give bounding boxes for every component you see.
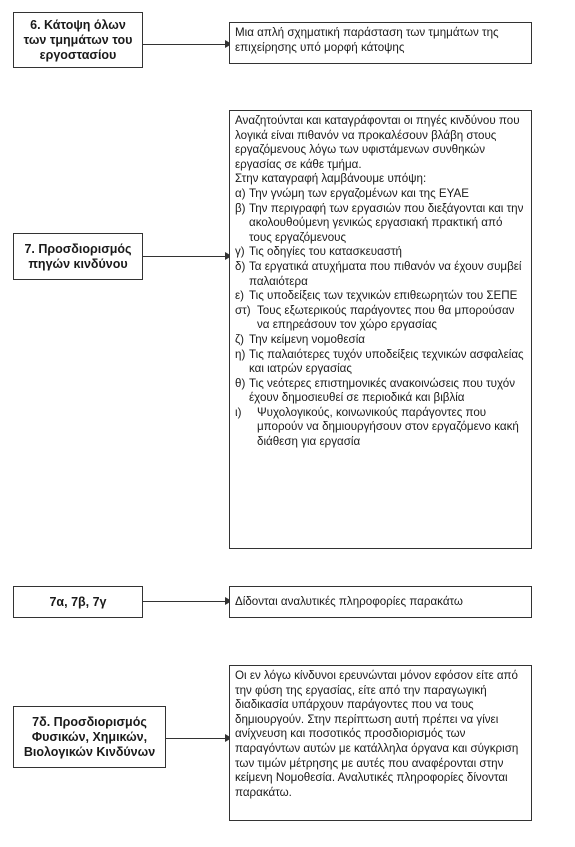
list-item: α) Την γνώμη των εργαζομένων και της ΕΥΑΕ [235, 186, 470, 200]
section-7-description-box [229, 110, 532, 549]
section-7abg-title-box [13, 586, 143, 618]
section-7abg-description-box [229, 586, 532, 618]
section-6-arrow [143, 44, 230, 45]
section-7d-description-box [229, 665, 532, 821]
section-7abg-arrow [143, 601, 230, 602]
list-item: ζ) Την κείμενη νομοθεσία [235, 332, 365, 346]
list-item: στ) Τους εξωτερικούς παράγοντες που θα μπορούσαν να επηρεάσουν τον χώρο εργασίας [235, 303, 515, 332]
section-7abg-title: 7α, 7β, 7γ [49, 594, 107, 609]
section-7d-title: 7δ. Προσδιορισμός Φυσικών, Χημικών, Βιολογικών Κινδύνων [23, 714, 156, 759]
section-7-arrow [143, 256, 230, 257]
section-6-title-box [13, 12, 143, 68]
section-6-title: 6. Κάτοψη όλων των τμημάτων του εργοστασίου [23, 17, 133, 62]
list-item: θ) Τις νεότερες επιστημονικές ανακοινώσεις που τυχόν έχουν δημοσιευθεί σε περιοδικά και βιβλία [235, 376, 516, 405]
list-item: ε) Τις υποδείξεις των τεχνικών επιθεωρητών του ΣΕΠΕ [235, 289, 518, 303]
list-item: γ) Τις οδηγίες του κατασκευαστή [235, 245, 402, 259]
list-item: β) Την περιγραφή των εργασιών που διεξάγονται και την ακολουθούμενη γενικώς εργασιακή πρακτική από τους εργαζόμενους [235, 201, 524, 244]
section-6-description: Μια απλή σχηματική παράσταση των τμημάτων της επιχείρησης υπό μορφή κάτοψης [235, 26, 499, 54]
section-7-title-box [13, 233, 143, 280]
list-item: δ) Τα εργατικά ατυχήματα που πιθανόν να έχουν συμβεί παλαιότερα [235, 259, 522, 288]
section-7-title: 7. Προσδιορισμός πηγών κινδύνου [24, 241, 132, 271]
section-6-description-box [229, 22, 532, 64]
section-7d-title-box [13, 706, 166, 768]
section-7-lead: Στην καταγραφή λαμβάνουμε υπόψη: [235, 172, 427, 186]
section-7d-description: Οι εν λόγω κίνδυνοι ερευνώνται μόνον εφόσον είτε από την φύση της εργασίας, είτε από την παραγωγική διαδικασία υπάρχουν παράγοντες που να τους δημιουργούν. Στην περίπτωση αυτή πρέπει να γίνει ανίχνευση και ποσοτικός προσδιορισμός των παραγόντων αυτών με κατάλληλα όργανα και σύγκριση των τιμών μέτρησης με αυτές που αναφέρονται στην κείμενη Νομοθεσία. Αναλυτικές πληροφορίες δίνονται παρακάτω. [235, 669, 519, 799]
list-item: η) Τις παλαιότερες τυχόν υποδείξεις τεχνικών ασφαλείας και ιατρών εργασίας [235, 347, 524, 376]
section-7d-arrow [166, 738, 230, 739]
list-item: ι) Ψυχολογικούς, κοινωνικούς παράγοντες που μπορούν να δημιουργήσουν στον εργαζόμενο κακή διάθεση για εργασία [235, 405, 519, 449]
section-7abg-description: Δίδονται αναλυτικές πληροφορίες παρακάτω [235, 594, 463, 608]
section-7-intro: Αναζητούνται και καταγράφονται οι πηγές κινδύνου που λογικά είναι πιθανόν να προκαλέσουν βλάβη στους εργαζόμενους λόγω των υφιστάμενων συνθηκών εργασίας σε κάθε τμήμα. [235, 114, 520, 171]
